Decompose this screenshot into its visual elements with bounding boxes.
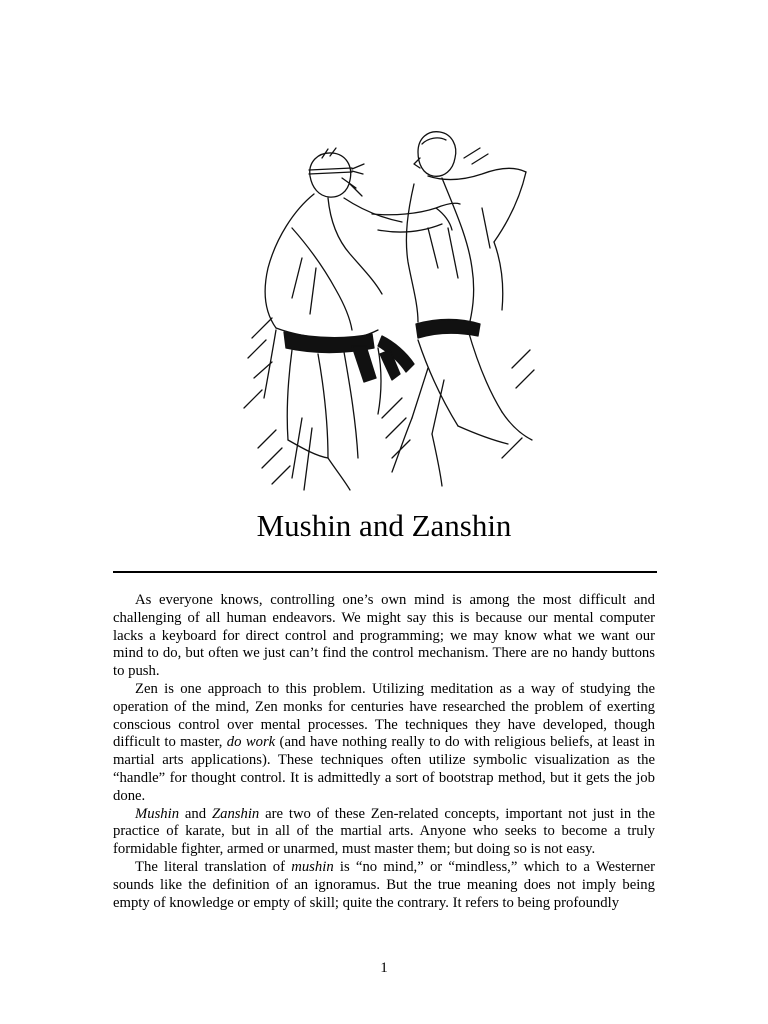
text-run: is “no mind,” or “mindless,” which to a Westerner sounds like the definition of an ignoramus. But the true meaning does not imply being empty of knowledge or empty of skill; quite the contrary. It refers to being profoundly (113, 858, 655, 911)
text-run: (and have nothing really to do with religious beliefs, at least in martial arts applications). These techniques often utilize symbolic visualization as the “handle” for thought control. It is admittedly a sort of bootstrap method, but it gets the job done. (113, 734, 655, 804)
text-run: are two of these Zen-related concepts, important not just in the practice of karate, but in all of the martial arts. Anyone who seeks to become a truly formidable fighter, armed or unarmed, must master them; but doing so is not easy. (113, 805, 655, 858)
italic-term: Mushin (135, 805, 180, 822)
italic-term: Zanshin (211, 805, 260, 822)
paragraph (113, 592, 655, 681)
text-run: The literal translation of (135, 858, 292, 875)
text-run: Zen is one approach to this problem. Utilizing meditation as a way of studying the operation of the mind, Zen monks for centuries have researched the problem of exerting conscious control over mental processes. The techniques they have developed, though difficult to master, (113, 680, 655, 751)
paragraph (113, 681, 655, 806)
page-number: 1 (380, 960, 388, 976)
italic-term: mushin (291, 858, 334, 875)
text-run: and (179, 805, 212, 822)
page-title: Mushin and Zanshin (256, 508, 512, 543)
title-rule (113, 571, 657, 573)
paragraph (113, 806, 655, 859)
italic-term: do work (226, 734, 276, 751)
paragraph (113, 859, 655, 912)
karate-sparring-illustration (232, 118, 538, 496)
body-text (113, 592, 655, 912)
text-run: As everyone knows, controlling one’s own mind is among the most difficult and challenging of all human endeavors. We might say this is because our mental computer lacks a keyboard for direct control and programming; we may know what we want our mind to do, but often we just can’t find the control mechanism. There are no handy buttons to push. (113, 592, 655, 680)
